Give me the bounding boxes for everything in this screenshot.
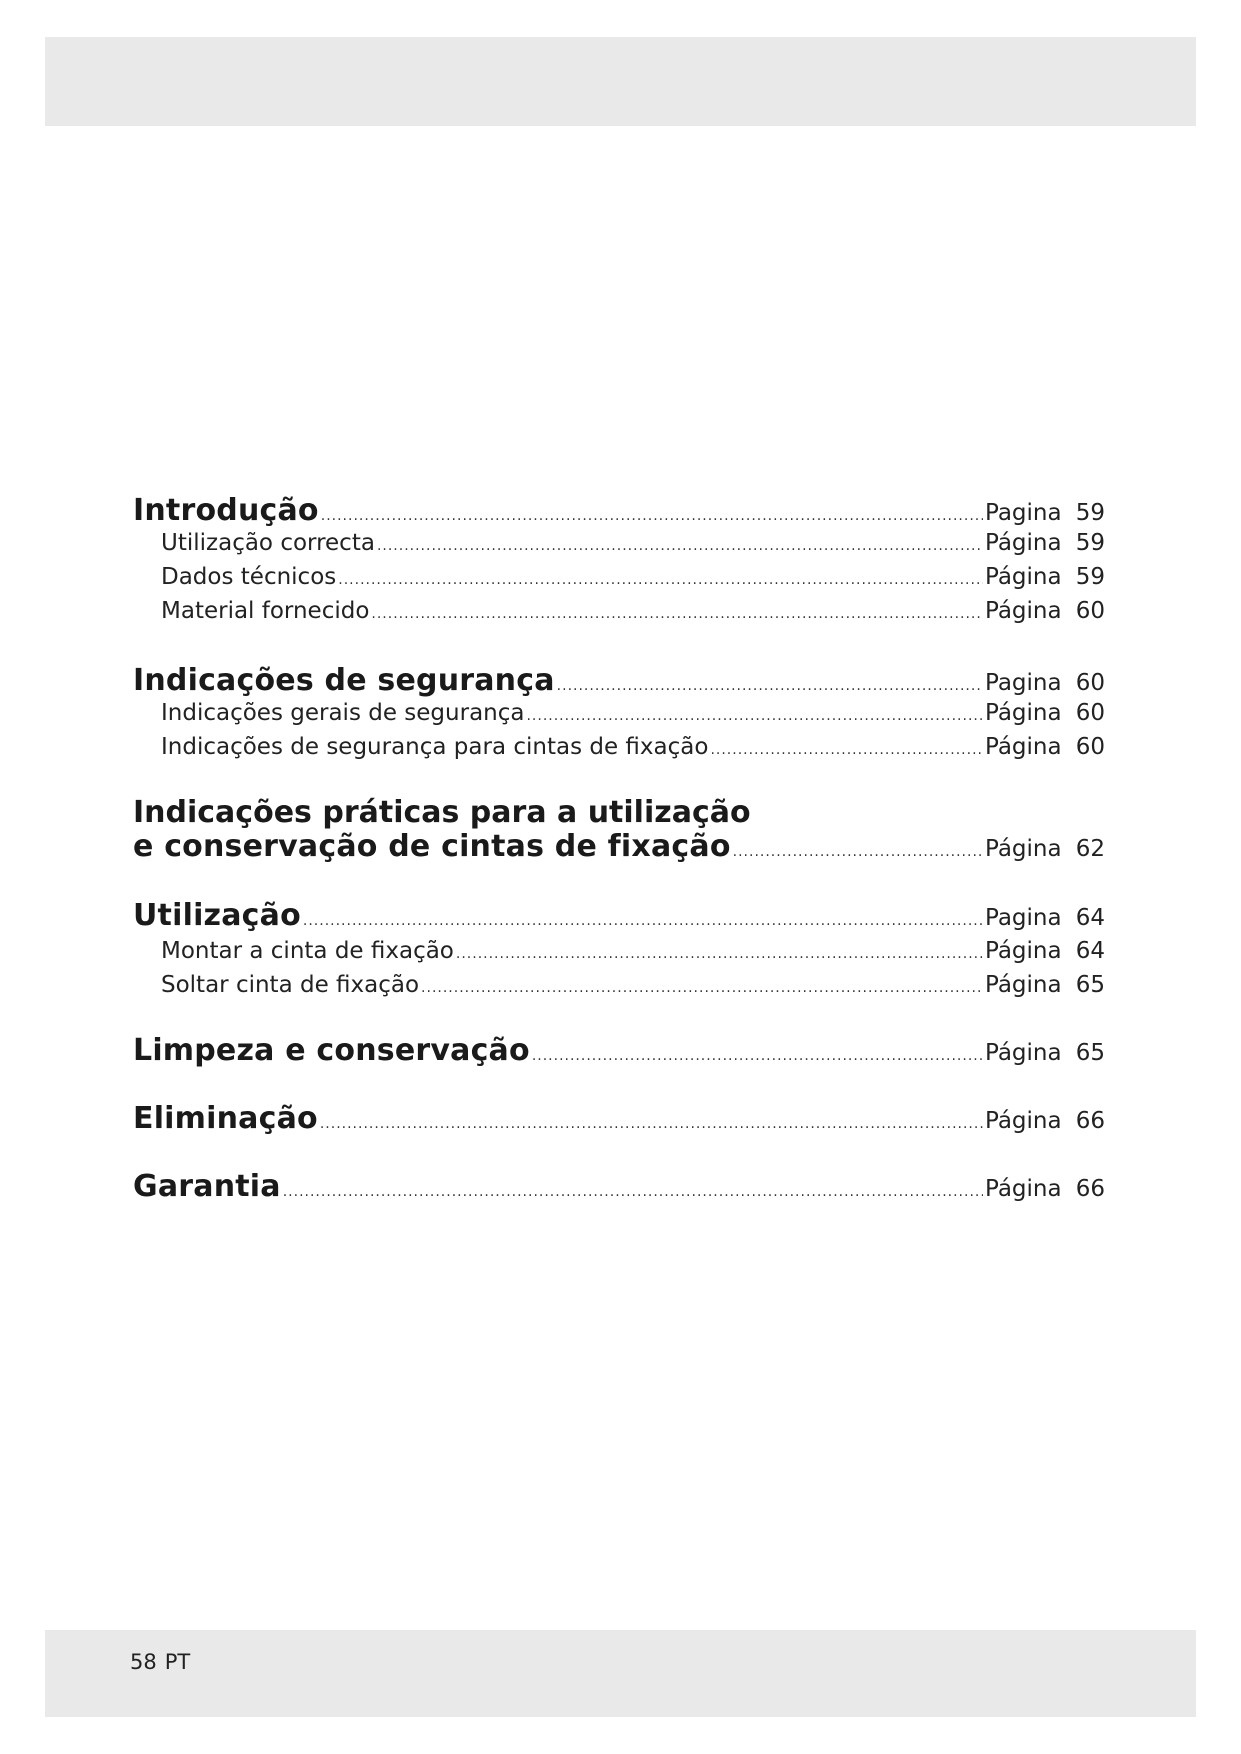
toc-entry-montar-cinta[interactable] <box>133 938 1105 964</box>
page-footer <box>130 1650 198 1674</box>
page-label: Página <box>985 734 1062 760</box>
toc-entry-garantia[interactable] <box>133 1169 1105 1204</box>
toc-subheading: Dados técnicos <box>161 564 337 590</box>
toc-heading-line1: Indicações práticas para a utilização <box>133 795 751 830</box>
toc-entry-utilizacao[interactable] <box>133 898 1105 933</box>
page-label: Página <box>985 1176 1062 1202</box>
toc-subheading: Indicações gerais de segurança <box>161 700 525 726</box>
toc-entry-introducao[interactable] <box>133 493 1105 528</box>
toc-entry-eliminacao[interactable] <box>133 1101 1105 1136</box>
toc-entry-indicacoes-cintas[interactable] <box>133 734 1105 760</box>
toc-heading: Eliminação <box>133 1101 318 1136</box>
leader-dots <box>283 1184 983 1200</box>
header-band <box>45 37 1196 126</box>
language-code: PT <box>164 1650 191 1674</box>
toc-subheading: Utilização correcta <box>161 530 375 556</box>
page-number: 64 <box>1075 905 1105 931</box>
page-label: Página <box>985 836 1062 862</box>
page-number: 64 <box>1075 938 1105 964</box>
leader-dots <box>733 844 983 860</box>
page-label: Página <box>985 1040 1062 1066</box>
page-number: 62 <box>1075 836 1105 862</box>
page-number: 60 <box>1075 700 1105 726</box>
toc-heading: Indicações de segurança <box>133 663 555 698</box>
toc-entry-indicacoes-praticas[interactable] <box>133 795 1105 830</box>
leader-dots <box>421 980 983 996</box>
page-number: 59 <box>1075 500 1105 526</box>
leader-dots <box>303 913 983 929</box>
toc-entry-indicacoes-praticas-line2[interactable] <box>133 829 1105 864</box>
leader-dots <box>526 708 983 724</box>
leader-dots <box>320 1116 983 1132</box>
leader-dots <box>456 946 983 962</box>
toc-heading: Limpeza e conservação <box>133 1033 530 1068</box>
toc-heading-line2: e conservação de cintas de fixação <box>133 829 731 864</box>
toc-entry-utilizacao-correcta[interactable] <box>133 530 1105 556</box>
toc-entry-soltar-cinta[interactable] <box>133 972 1105 998</box>
page-label: Página <box>985 564 1062 590</box>
leader-dots <box>377 538 983 554</box>
page-label: Página <box>985 598 1062 624</box>
toc-subheading: Montar a cinta de fixação <box>161 938 454 964</box>
page-number: 59 <box>1075 530 1105 556</box>
toc-entry-indicacoes-de-seguranca[interactable] <box>133 663 1105 698</box>
page-label: Pagina <box>985 500 1062 526</box>
toc-entry-material-fornecido[interactable] <box>133 598 1105 624</box>
page-number: 65 <box>1075 972 1105 998</box>
page-label: Pagina <box>985 905 1062 931</box>
page-label: Página <box>985 938 1062 964</box>
leader-dots <box>532 1048 983 1064</box>
toc-subheading: Soltar cinta de fixação <box>161 972 420 998</box>
footer-band <box>45 1630 1196 1717</box>
leader-dots <box>557 678 983 694</box>
leader-dots <box>338 572 983 588</box>
toc-heading: Garantia <box>133 1169 281 1204</box>
toc-subheading: Indicações de segurança para cintas de fixação <box>161 734 709 760</box>
page-label: Página <box>985 700 1062 726</box>
leader-dots <box>710 742 983 758</box>
page-number-footer: 58 <box>130 1650 157 1674</box>
page-number: 66 <box>1075 1108 1105 1134</box>
toc-heading: Utilização <box>133 898 301 933</box>
toc-heading: Introdução <box>133 493 319 528</box>
page-number: 59 <box>1075 564 1105 590</box>
page-label: Página <box>985 1108 1062 1134</box>
page-label: Página <box>985 530 1062 556</box>
page-number: 60 <box>1075 670 1105 696</box>
page-number: 60 <box>1075 734 1105 760</box>
toc-subheading: Material fornecido <box>161 598 370 624</box>
page-number: 60 <box>1075 598 1105 624</box>
page-label: Página <box>985 972 1062 998</box>
page-number: 66 <box>1075 1176 1105 1202</box>
toc-entry-dados-tecnicos[interactable] <box>133 564 1105 590</box>
leader-dots <box>321 508 983 524</box>
page-number: 65 <box>1075 1040 1105 1066</box>
leader-dots <box>371 606 983 622</box>
toc-entry-indicacoes-gerais[interactable] <box>133 700 1105 726</box>
page-label: Pagina <box>985 670 1062 696</box>
toc-entry-limpeza[interactable] <box>133 1033 1105 1068</box>
